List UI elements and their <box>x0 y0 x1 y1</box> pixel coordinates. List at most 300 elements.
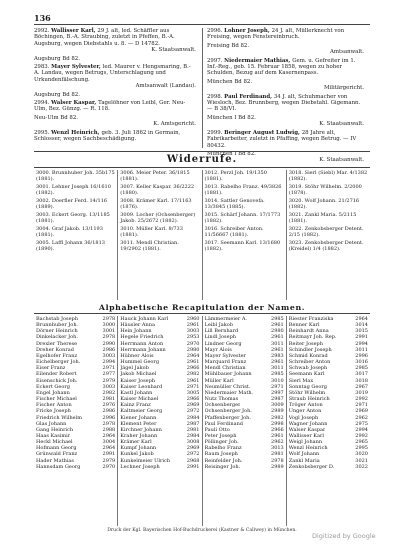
index-number: 2971 <box>102 365 116 372</box>
index-name: Kiener Johann <box>120 414 157 421</box>
index-name: Unger Anton <box>288 408 322 415</box>
widerrufe-item: 3019. Stöhr Wilhelm. 2/2000 (1878). <box>288 184 362 197</box>
entry-text: 34 J. alt, Schuhmacher von Wiesloch, Bez. Brunnberg, wegen Diebstahl. Gigemann. — B 38/VI. <box>207 93 361 113</box>
announcement-entry <box>207 94 364 113</box>
index-number: 2972 <box>186 408 200 415</box>
index-name: Ochsenberger Joh. <box>204 408 252 415</box>
index-name: Engel Johann <box>36 389 70 396</box>
index-name: Wenzl Heinrich <box>288 445 328 452</box>
index-name: Kumpf Johann <box>120 445 157 452</box>
index-name: Müller Karl <box>204 377 234 384</box>
index-number: 2964 <box>186 352 200 359</box>
index-name: Egelhofer Franz <box>36 352 78 359</box>
entry-text: München I Bd 82. <box>207 114 256 121</box>
entry-text: Tagelöhner von Leibl, Ger. Neu-Ulm, Bez. Günzg. — R. 118. <box>34 100 186 113</box>
index-name: Schindler Joseph <box>288 346 332 353</box>
index-number: 3015 <box>355 328 368 335</box>
index-name: Friedrich Wilhelm <box>36 414 82 421</box>
index-name: Mühlbauer Johann <box>204 371 252 378</box>
index-number: 3013 <box>271 445 284 452</box>
widerrufe-item: 3015. Schärf Johann. 17/1773 (1882). <box>204 212 281 225</box>
index-name: Fischer Michael <box>36 396 77 403</box>
index-number: 2966 <box>186 365 200 372</box>
announcement-entry <box>34 115 196 128</box>
index-number: 3004 <box>102 439 116 446</box>
index-name: Mayr Alois <box>204 346 232 353</box>
entry-text: München I Bd 82. <box>207 150 256 157</box>
index-name: Seemann Karl <box>288 371 325 378</box>
widerrufe-item: 3017. Seemann Karl. 13/1680 (1882). <box>204 240 281 253</box>
index-name: Renner Karl <box>288 322 320 329</box>
index-name: Herrmann Johann <box>120 346 166 353</box>
index-number: 2982 <box>271 414 284 421</box>
index-number: 2994 <box>355 426 368 433</box>
entry-number: 2998. <box>207 93 225 100</box>
index-name: Zankl Maria <box>288 457 320 464</box>
index-name: Jägel Jakob <box>120 365 149 372</box>
index-number: 3003 <box>102 352 116 359</box>
index-name: Peter Joseph <box>204 432 237 439</box>
index-name: Hofmann Georg <box>36 445 77 452</box>
index-name: Krämer Karl <box>120 439 152 446</box>
index-name: Heckl Michael <box>36 439 73 446</box>
index-number: 2966 <box>271 426 284 433</box>
index-number: 3000 <box>102 322 116 329</box>
index-number: 2970 <box>186 340 200 347</box>
index-name: Eilender Robert <box>36 371 77 378</box>
index-name: Grünwald Franz <box>36 451 78 458</box>
index-number: 2996 <box>355 352 368 359</box>
index-number: 2981 <box>102 396 116 403</box>
alphabetical-heading: Alphabetische Recapitulation der Namen. <box>98 303 306 312</box>
index-name: Hader Mathias <box>36 457 74 464</box>
index-number: 2961 <box>186 377 200 384</box>
index-number: 2992 <box>355 396 368 403</box>
index-name: Pauli Otto <box>204 426 230 433</box>
widerrufe-item: 3003. Eckert Georg. 13/1185 (1881). <box>36 212 110 225</box>
widerrufe-column <box>286 170 370 300</box>
widerrufe-item: 3004. Graf Jakob. 13/1193 (1881). <box>36 226 103 239</box>
index-number: 2998 <box>271 420 284 427</box>
index-number: 3005 <box>186 389 200 396</box>
index-name: Drexler Therese <box>36 340 78 347</box>
index-row <box>205 464 284 470</box>
index-number: 2979 <box>102 377 116 384</box>
index-number: 3019 <box>355 389 368 396</box>
widerrufe-item: 3020. Wolf Johann. 21/2716 (1882). <box>288 198 360 211</box>
index-name: Herrmann Anton <box>120 340 164 347</box>
index-name: Eiser Franz <box>36 365 66 372</box>
index-name: Schwab Joseph <box>288 365 328 372</box>
index-name: Lill Bernhard <box>204 328 239 335</box>
index-name: Reinfelder Joh. <box>204 457 243 464</box>
announcement-entry <box>207 58 364 77</box>
widerrufe-item: 3012. Perzl Joh. 19/1350 (1881). <box>204 170 267 183</box>
widerrufe-column <box>34 170 117 300</box>
announcement-entry <box>34 28 196 54</box>
widerrufe-item: 3011. Mendl Christian. 19/2902 (1881). <box>120 240 179 253</box>
announcement-entry <box>34 100 196 113</box>
index-name: Mendl Christian <box>204 365 246 372</box>
index-column <box>202 316 286 526</box>
widerrufe-item: 3018. Sierl (Siebl) Mar. 4/1382 (1882). <box>288 170 368 183</box>
index-name: Gang Heinrich <box>36 426 74 433</box>
entry-text: 24 J. alt, Müllerknecht von Freising, wegen Fenstereinbruch. <box>207 28 345 41</box>
index-name: Hübner Alois <box>120 352 154 359</box>
entry-text: Gem. u. Gefreiter im 1. Inf.-Reg., geb. 15. Februar 1858, wegen zu hoher Schulden, Bezug auf dem Kasernenpass. <box>207 57 356 77</box>
index-number: 2985 <box>271 371 284 378</box>
index-number: 2964 <box>102 432 116 439</box>
index-name: Tröger Anton <box>288 402 323 409</box>
entry-text: 29 J. alt, led. Schäffler aus Böchingen, B.-A. Straubing, zuletzt in Pfeffen, B.-A. Augsburg, wegen Diebstahls u. 8. — D 14782. <box>34 28 175 47</box>
index-number: 2971 <box>271 383 284 390</box>
widerrufe-item: 3010. Müller Karl. 8/733 (1881). <box>120 226 183 239</box>
entry-name: Wallisser Karl, <box>51 28 98 34</box>
index-number: 2978 <box>102 420 116 427</box>
entry-authority: Militärgericht. <box>324 85 364 92</box>
page-number: 136 <box>34 13 51 23</box>
entry-text: Augsburg Bd 82. <box>34 91 80 98</box>
index-number: 3008 <box>186 439 200 446</box>
index-name: Bachstab Joseph <box>36 316 78 322</box>
index-number: 3003 <box>186 328 200 335</box>
index-name: Sonntag Georg <box>288 383 327 390</box>
index-number: 2994 <box>355 340 368 347</box>
index-number: 2968 <box>186 457 200 464</box>
index-name: Fischer Anton <box>36 402 72 409</box>
index-number: 2979 <box>102 457 116 464</box>
widerrufe-column <box>202 170 286 300</box>
index-name: Mayer Sylvester <box>204 352 246 359</box>
index-name: Jakob Michael <box>120 371 157 378</box>
entry-number: 2994. <box>34 100 52 107</box>
index-number: 2986 <box>102 346 116 353</box>
index-name: Dörner Heinrich <box>36 328 78 335</box>
index-number: 2975 <box>355 420 368 427</box>
index-number: 2981 <box>186 426 200 433</box>
widerrufe-item: 3006. Meier Peter. 36/1815 (1881). <box>120 170 190 183</box>
index-number: 2985 <box>355 365 368 372</box>
index-name: Neumüller Christ. <box>204 383 251 390</box>
index-name: Reinhardt Anna <box>288 328 329 335</box>
index-number: 2987 <box>186 420 200 427</box>
index-name: Eichelberger Joh. <box>36 359 81 366</box>
printer-imprint: Druck der Kgl. Bayerischen Hof-Buchdruckerei (Kastner & Callwey) in München. <box>107 528 297 533</box>
entry-name: Lohner Joseph, <box>224 28 272 34</box>
index-name: Vogl Joseph <box>288 414 319 421</box>
entry-text: Neu-Ulm Bd 82. <box>34 114 78 121</box>
index-name: Marquard Franz <box>204 359 247 366</box>
index-name: Weigl Johann <box>288 439 323 446</box>
index-number: 2997 <box>271 389 284 396</box>
alpha-rule <box>34 313 370 314</box>
index-name: Kunkel Jakob <box>120 451 154 458</box>
index-name: Kaiser Joseph <box>120 377 156 384</box>
index-name: Wallisser Karl <box>288 432 325 439</box>
index-name: Paul Ferdinand <box>204 420 243 427</box>
index-number: 2982 <box>102 389 116 396</box>
index-number: 2989 <box>271 408 284 415</box>
index-number: 2969 <box>355 408 368 415</box>
index-name: Schreiber Anton <box>288 359 331 366</box>
index-name: Sierl Max <box>288 377 314 384</box>
index-name: Reisinger Joh. <box>204 463 241 470</box>
widerrufe-item: 3014. Sattler Genovefa. 13/3845 (1885). <box>204 198 265 211</box>
announcement-entry <box>207 43 364 56</box>
entry-authority: K. Staatsanwalt. <box>151 47 196 54</box>
widerrufe-item: 3008. Krämer Karl. 17/1163 (1876). <box>120 198 192 211</box>
index-number: 2990 <box>102 340 116 347</box>
index-name: Hegele Friedrich <box>120 334 164 341</box>
announcement-entry <box>34 56 196 62</box>
index-number: 2962 <box>271 439 284 446</box>
index-number: 2961 <box>186 359 200 366</box>
index-number: 2970 <box>102 463 116 470</box>
index-number: 2961 <box>271 432 284 439</box>
announcement-entry <box>207 115 364 128</box>
index-number: 2982 <box>186 371 200 378</box>
index-number: 2988 <box>102 426 116 433</box>
index-name: Brunnhuber Joh. <box>36 322 79 329</box>
widerrufe-item: 3016. Schreiber Anton. 11/56667 (1881). <box>204 226 264 239</box>
index-name: Lämmermeier A. <box>204 316 248 322</box>
index-name: Pöllinger Joh. <box>204 439 239 446</box>
entry-number: 2997. <box>207 57 225 64</box>
entry-text: geb. 3. Juli 1862 in Germain, Schlosser, wegen Sachbeschädigung. <box>34 129 181 143</box>
index-name: Rabelho Franz <box>204 445 242 452</box>
index-number: 3001 <box>102 328 116 335</box>
entry-text: 28 Jahre alt, Fabrikarbeiter, zuletzt in Pfaffing, wegen Betrug. — IV 80432. <box>207 129 357 149</box>
header-rule <box>34 24 370 25</box>
index-name: Raum Joseph <box>204 451 238 458</box>
index-name: Kraher Johann <box>120 432 158 439</box>
index-number: 2978 <box>102 316 116 322</box>
index-number: 2976 <box>102 402 116 409</box>
widerrufe-item: 3023. Zenkobsberger Detent. (Kreidel) 1/4 (1882). <box>288 240 364 253</box>
index-number: 2977 <box>102 371 116 378</box>
index-number: 2986 <box>102 408 116 415</box>
widerrufe-item: 3022. Zenkobsberger Detent. 2/15 (1882). <box>288 226 364 239</box>
index-name: Leibl Jakob <box>204 322 233 329</box>
entry-name: Wenzl Heinrich, <box>51 129 102 136</box>
index-number: 2980 <box>186 346 200 353</box>
index-number: 3016 <box>355 359 368 366</box>
index-row <box>289 464 368 470</box>
index-name: Dinkelacker Joh. <box>36 334 78 341</box>
index-number: 3018 <box>355 377 368 384</box>
entry-authority: K. Amtsgericht. <box>153 121 196 128</box>
entry-text: München Bd 82. <box>207 78 253 85</box>
index-number: 2983 <box>271 352 284 359</box>
index-name: Wolf Johann <box>288 451 320 458</box>
entry-authority: K. Staatsanwalt. <box>319 157 364 164</box>
index-number: 3010 <box>271 377 284 384</box>
entry-name: Niedermaier Mathias, <box>224 57 293 64</box>
entry-name: Beringer August Ludwig, <box>224 129 302 136</box>
widerrufe-item: 3002. Doerfler Ferd. 14/116 (1889). <box>36 198 108 211</box>
widerrufe-item: 3001. Lehner Joseph 16/1610 (1882). <box>36 184 111 197</box>
announcement-entry <box>34 64 196 90</box>
index-name: Kirchner Johann <box>120 426 162 433</box>
widerrufe-item: 3005. Laffl Johann 36/1813 (1890). <box>36 240 105 253</box>
index-name: Kaiser Michael <box>120 396 159 403</box>
index-name: Eckert Georg <box>36 383 70 390</box>
index-name: Dreher Konrad <box>36 346 74 353</box>
index-name: Kaltmeier Georg <box>120 408 163 415</box>
index-name: Niedermaier Math. <box>204 389 254 396</box>
entry-authority: Amtsanwalt. <box>329 49 364 56</box>
announcement-column-right <box>202 28 370 164</box>
widerrufe-heading: Widerrufe. <box>166 154 238 165</box>
index-number: 2961 <box>271 359 284 366</box>
index-name: Klement Peter <box>120 420 157 427</box>
index-number: 2965 <box>355 439 368 446</box>
index-number: 2992 <box>355 432 368 439</box>
index-name: Eisenschick Joh. <box>36 377 78 384</box>
digitized-watermark: Digitized by Google <box>312 532 376 540</box>
index-name: Straub Heinrich <box>288 396 330 403</box>
index-name: Hauck Johann Karl <box>120 316 169 322</box>
index-column <box>286 316 370 526</box>
entry-text: Augsburg Bd 82. <box>34 55 80 62</box>
index-number: 2996 <box>102 414 116 421</box>
index-number: 2966 <box>186 396 200 403</box>
index-number: 2961 <box>271 322 284 329</box>
index-number: 2961 <box>186 322 200 329</box>
index-number: 3011 <box>271 365 284 372</box>
index-name: Kainz Franz <box>120 402 151 409</box>
index-number: 2981 <box>271 451 284 458</box>
entry-name: Paul Ferdinand, <box>224 93 274 100</box>
announcement-column-left <box>34 28 202 148</box>
index-name: Kaiser Leonhard <box>120 383 163 390</box>
widerrufe-item: 3000. Brunnhuber Joh. 35b175 (1881). <box>36 170 115 183</box>
index-name: Walser Kaspar <box>288 426 326 433</box>
index-number: 2967 <box>355 383 368 390</box>
index-number: 2969 <box>186 402 200 409</box>
index-row <box>120 464 199 470</box>
index-name: Kastl Johann <box>120 389 153 396</box>
entry-authority: K. Staatsanwalt. <box>319 121 364 128</box>
index-number: 3014 <box>355 322 368 329</box>
index-column <box>117 316 201 526</box>
index-number: 2995 <box>355 445 368 452</box>
entry-text: Freising Bd 82. <box>207 42 250 49</box>
index-number: 3020 <box>355 451 368 458</box>
index-number: 2978 <box>271 457 284 464</box>
index-name: Pfaffenberger Joh. <box>204 414 251 421</box>
widerrufe-item: 3013. Rabelho Franz. 49/3826 (1881). <box>204 184 282 197</box>
index-name: Lechner Joseph <box>120 463 160 470</box>
widerrufe-item: 3021. Zankl Maria. 5/2115 (1881). <box>288 212 357 225</box>
entry-name: Walser Kaspar, <box>51 100 99 107</box>
index-number: 3021 <box>355 457 368 464</box>
index-number: 2953 <box>186 334 200 341</box>
index-name: Schmid Konrad <box>288 352 328 359</box>
index-number: 2964 <box>102 445 116 452</box>
index-number: 2991 <box>186 463 200 470</box>
entry-number: 2992. <box>34 28 52 34</box>
entry-text: led. Maurer v. Hengsmaring, B.-A. Landau, wegen Betrugs, Unterschlagung und Urkundenfälschung. <box>34 64 191 83</box>
index-name: Haas Kasimir <box>36 432 71 439</box>
index-column <box>34 316 117 526</box>
index-name: Hummel Georg <box>120 359 160 366</box>
entry-number: 2996. <box>207 28 225 34</box>
index-name: Stöhr Wilhelm <box>288 389 326 396</box>
index-number: 2960 <box>186 316 200 322</box>
index-name: Hannsdam Georg <box>36 463 81 470</box>
index-number: 2962 <box>355 414 368 421</box>
index-number: 2984 <box>186 414 200 421</box>
index-number: 3017 <box>355 371 368 378</box>
widerrufe-item: 3007. Keller Kaspar. 36/2222 (1880). <box>120 184 195 197</box>
index-name: Nutz Thomas <box>204 396 239 403</box>
widerrufe-column <box>117 170 201 300</box>
index-number: 2989 <box>271 463 284 470</box>
widerrufe-list <box>34 170 370 300</box>
index-number: 3022 <box>355 463 368 470</box>
index-name: Reiter Joseph <box>288 340 323 347</box>
index-row <box>36 464 115 470</box>
index-number: 2969 <box>186 445 200 452</box>
announcement-entry <box>34 130 196 143</box>
index-name: Ochsenberger <box>204 402 241 409</box>
index-name: Kunkelmeier Ulrich <box>120 457 170 464</box>
index-number: 2971 <box>355 402 368 409</box>
index-number: 3011 <box>355 346 368 353</box>
index-number: 2978 <box>102 334 116 341</box>
index-number: 2971 <box>186 383 200 390</box>
index-name: Lindl Joseph <box>204 334 236 341</box>
entry-number: 2983. <box>34 64 52 71</box>
entry-authority: Amtsanwalt (Landau). <box>135 83 196 90</box>
index-name: Zenkobsberger D. <box>288 463 335 470</box>
index-name: Häusler Anna <box>120 322 155 329</box>
section-rule-bottom <box>34 167 370 168</box>
index-number: 3003 <box>102 383 116 390</box>
index-name: Hein Johann <box>120 328 152 335</box>
index-number: 2961 <box>271 346 284 353</box>
announcement-entry <box>207 28 364 41</box>
index-number: 3011 <box>271 340 284 347</box>
alphabetical-index <box>34 316 370 526</box>
announcement-entry <box>207 79 364 92</box>
index-name: Fricke Joseph <box>36 408 71 415</box>
announcement-entry <box>207 130 364 149</box>
index-number: 2961 <box>271 334 284 341</box>
index-number: 2984 <box>186 432 200 439</box>
entry-number: 2995. <box>34 129 52 136</box>
announcement-entry <box>34 92 196 98</box>
index-name: Lindner Georg <box>204 340 242 347</box>
index-number: 2964 <box>355 316 368 322</box>
index-name: Riester Franziska <box>288 316 334 322</box>
index-number: 2980 <box>271 328 284 335</box>
index-number: 2985 <box>271 316 284 322</box>
index-number: 2991 <box>102 451 116 458</box>
index-number: 3009 <box>271 402 284 409</box>
index-name: Glas Johann <box>36 420 67 427</box>
index-number: 2991 <box>355 334 368 341</box>
index-name: Wagner Johann <box>288 420 328 427</box>
section-rule-top <box>34 151 370 152</box>
index-number: 2972 <box>186 451 200 458</box>
index-number: 2987 <box>271 396 284 403</box>
entry-number: 2999. <box>207 129 225 136</box>
index-number: 2994 <box>102 359 116 366</box>
index-name: Reitmayr Joh. Rep. <box>288 334 337 341</box>
widerrufe-item: 3009. Locher (Ochsenberger) Jakob. 25/2672 (1882). <box>120 212 196 225</box>
